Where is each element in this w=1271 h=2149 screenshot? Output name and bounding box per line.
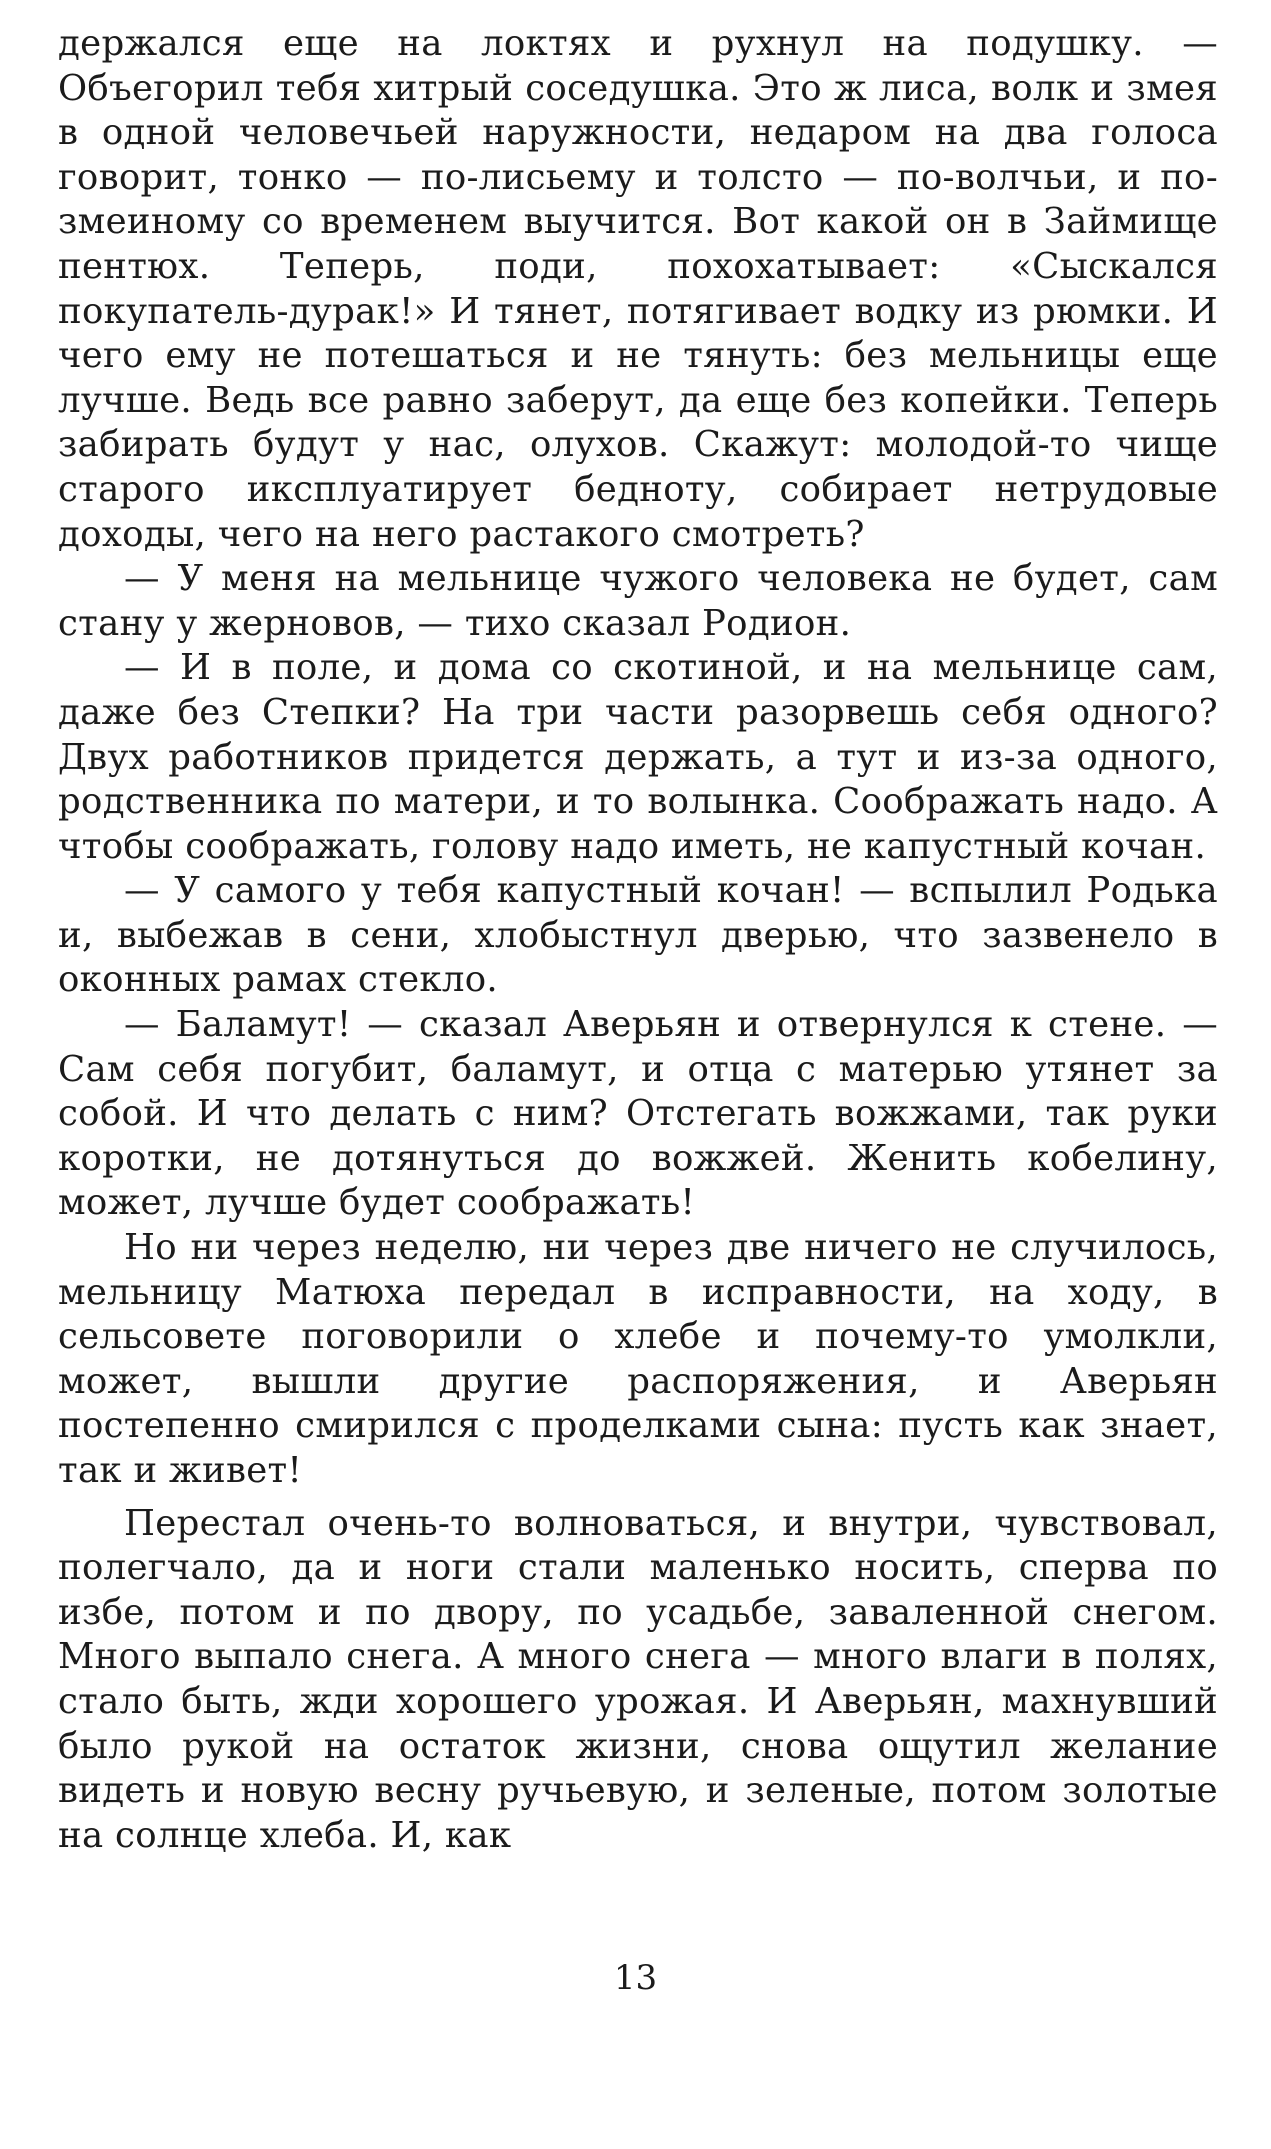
paragraph-4: — У самого у тебя капустный кочан! — вспылил Родька и, выбежав в сени, хлобыстнул дверью, что зазвенело в оконных рамах стекло. [58, 870, 1218, 1001]
paragraph-2: — У меня на мельнице чужого человека не будет, сам стану у жерновов, — тихо сказал Родион. [58, 558, 1218, 644]
page-text-block [58, 22, 1218, 1858]
paragraph-5: — Баламут! — сказал Аверьян и отвернулся к стене. — Сам себя погубит, баламут, и отца с матерью утянет за собой. И что делать с ним? Отстегать вожжами, так руки коротки, не дотянуться до вожжей. Женить кобелину, может, лучше будет соображать! [58, 1004, 1218, 1224]
page-number: 13 [613, 1958, 658, 1998]
paragraph-1: держался еще на локтях и рухнул на подушку. — Объегорил тебя хитрый соседушка. Это ж лиса, волк и змея в одной человечьей наружности, недаром на два голоса говорит, тонко — по-лисьему и толсто — по-волчьи, и по-змеиному со временем выучится. Вот какой он в Займище пентюх. Теперь, поди, похохатывает: «Сыскался покупатель-дурак!» И тянет, потягивает водку из рюмки. И чего ему не потешаться и не тянуть: без мельницы еще лучше. Ведь все равно заберут, да еще без копейки. Теперь забирать будут у нас, олухов. Скажут: молодой-то чище старого иксплуатирует бедноту, собирает нетрудовые доходы, чего на него растакого смотреть? [58, 23, 1218, 555]
paragraph-3: — И в поле, и дома со скотиной, и на мельнице сам, даже без Степки? На три части разорвешь себя одного? Двух работников придется держать, а тут и из-за одного, родственника по матери, и то волынка. Соображать надо. А чтобы соображать, голову надо иметь, не капустный кочан. [58, 647, 1218, 867]
paragraph-7: Перестал очень-то волноваться, и внутри, чувствовал, полегчало, да и ноги стали маленько носить, сперва по избе, потом и по двору, по усадьбе, заваленной снегом. Много выпало снега. А много снега — много влаги в полях, стало быть, жди хорошего урожая. И Аверьян, махнувший было рукой на остаток жизни, снова ощутил желание видеть и новую весну ручьевую, и зеленые, потом золотые на солнце хлеба. И, как [58, 1502, 1218, 1856]
paragraph-6: Но ни через неделю, ни через две ничего не случилось, мельницу Матюха передал в исправности, на ходу, в сельсовете поговорили о хлебе и почему-то умолкли, может, вышли другие распоряжения, и Аверьян постепенно смирился с проделками сына: пусть как знает, так и живет! [58, 1227, 1218, 1491]
